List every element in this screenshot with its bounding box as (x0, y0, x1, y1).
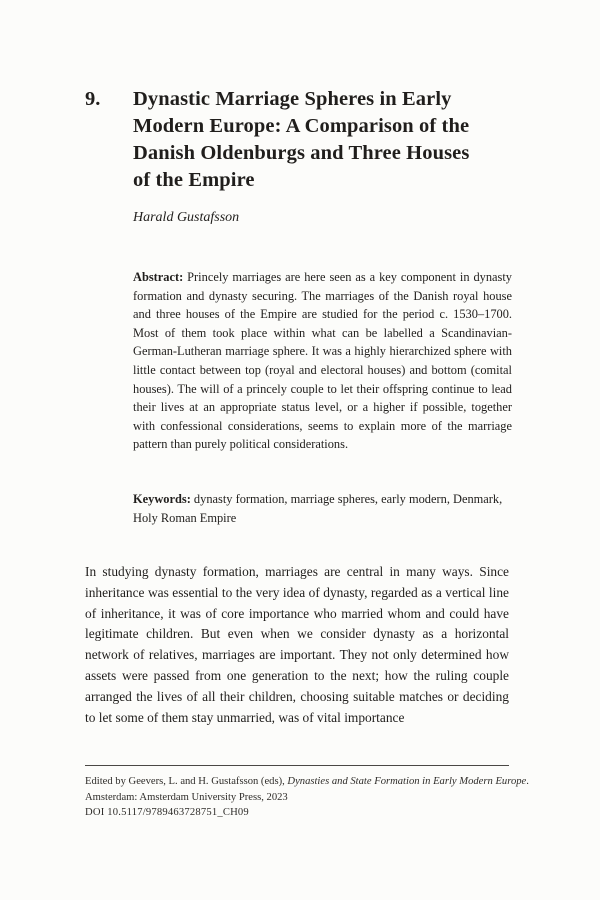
footer-imprint (85, 774, 533, 821)
footer-credit (85, 774, 533, 805)
author-name: Harald Gustafsson (133, 210, 240, 225)
chapter-title-line: Modern Europe: A Comparison of the (133, 115, 470, 137)
footer-divider (85, 765, 509, 766)
book-title-italic: Dynasties and State Formation in Early Modern Europe (287, 776, 527, 787)
footer-credit-prefix: Edited by Geevers, L. and H. Gustafsson (eds), (85, 776, 288, 787)
chapter-heading (85, 86, 515, 194)
keywords-section (133, 490, 512, 527)
chapter-title (133, 86, 469, 194)
chapter-title-line: Danish Oldenburgs and Three Houses (133, 142, 470, 164)
footer-doi: DOI 10.5117/9789463728751_CH09 (85, 807, 249, 819)
body-paragraph: In studying dynasty formation, marriages are central in many ways. Since inheritance was essential to the very idea of dynasty, regarded as a vertical line of inheritance, it was of core importance who married whom and could have legitimate children. But even when we consider dynasty as a horizontal network of relatives, marriages are important. They not only determined how assets were passed from one generation to the next; how the ruling couple arranged the lives of all their children, choosing suitable matches or deciding to let some of them stay unmarried, was of vital importance (85, 564, 509, 725)
abstract-text: Princely marriages are here seen as a key component in dynasty formation and dynasty securing. The marriages of the Danish royal house and three houses of the Empire are studied for the period c. 1530–1700. Most of them took place within what can be labelled a Scandinavian-German-Lutheran marriage sphere. It was a highly hierarchized sphere with little contact between top (royal and electoral houses) and bottom (comital houses). The will of a princely couple to let their offspring continue to lead their lives at an appropriate status level, or a higher if possible, together with confessional considerations, seems to explain more of the marriage pattern than purely political considerations. (133, 270, 512, 452)
abstract-section (133, 268, 512, 454)
keywords-label: Keywords: (133, 492, 191, 506)
chapter-title-line: Dynastic Marriage Spheres in Early (133, 88, 452, 110)
chapter-title-line: of the Empire (133, 169, 255, 191)
footer-credit-suffix: . Amsterdam: Amsterdam University Press, 2023 (85, 776, 529, 803)
chapter-number: 9. (85, 88, 101, 110)
keywords-text: dynasty formation, marriage spheres, early modern, Denmark, Holy Roman Empire (133, 492, 503, 525)
abstract-label: Abstract: (133, 270, 184, 284)
